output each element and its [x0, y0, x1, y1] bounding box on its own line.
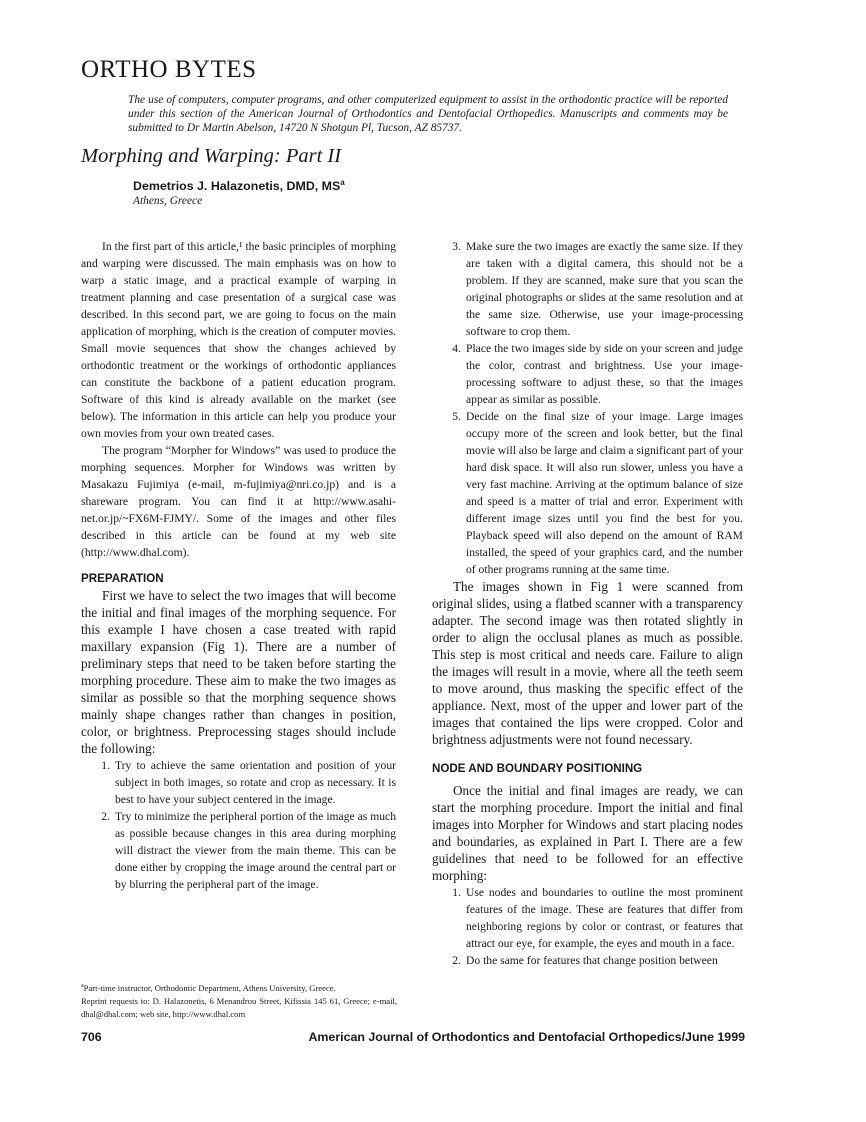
article-title: Morphing and Warping: Part II: [81, 145, 342, 167]
footnote-affiliation: [81, 980, 397, 995]
intro-paragraph-2: The program “Morpher for Windows” was used to produce the morphing sequences. Morpher for Windows was written by Masakazu Fujimiya (e-mail, m-fujimiya@nri.co.jp) and is a shareware program. You can find it at http://www.asahi-net.or.jp/~FX6M-FJMY/. Some of the images and other files described in this article can be found at my web site (http://www.dhal.com).: [81, 444, 396, 559]
list-number: 3.: [452, 240, 461, 253]
author-byline: [133, 178, 345, 193]
preparation-paragraph: First we have to select the two images that will become the initial and final images of the morphing sequence. For this example I have chosen a case treated with rapid maxillary expansion (Fig 1). There are a number of preliminary steps that need to be taken before starting the morphing procedure. These aim to make the two images as similar as possible so that the morphing sequence shows mainly shape changes rather than changes in position, color, or brightness. Preprocessing stages should include the following:: [81, 588, 396, 756]
footnote: [81, 980, 397, 1021]
right-column: [432, 238, 743, 969]
list-item: [432, 884, 743, 952]
list-number: 5.: [452, 410, 461, 423]
footnote-affiliation-text: Part-time instructor, Orthodontic Department, Athens University, Greece.: [83, 982, 336, 993]
section-intro: The use of computers, computer programs, and other computerized equipment to assist in the orthodontic practice will be reported under this section of the American Journal of Orthodontics and Dentofacial Orthopedics. Manuscripts and comments may be submitted to Dr Martin Abelson, 14720 N Shotgun Pl, Tucson, AZ 85737.: [128, 94, 728, 134]
list-text: Try to minimize the peripheral portion of the image as much as possible because changes in this area during morphing will distract the viewer from the main theme. This can be done either by cropping the image around the central part or by blurring the peripheral part of the image.: [115, 810, 396, 891]
list-item: [81, 757, 396, 808]
list-text: Do the same for features that change position between: [466, 954, 718, 967]
list-text: Make sure the two images are exactly the same size. If they are taken with a digital camera, this should not be a problem. If they are scanned, make sure that you scan the original photographs or slides at the same resolution and at the same size. Otherwise, use your image-processing software to crop them.: [466, 240, 743, 338]
node-paragraph: Once the initial and final images are ready, we can start the morphing procedure. Import the initial and final images into Morpher for Windows and start placing nodes and boundaries, as explained in Part I. There are a few guidelines that need to be followed for an effective morphing:: [432, 783, 743, 883]
footnote-reprints: Reprint requests to: D. Halazonetis, 6 Menandrou Street, Kifissia 145 61, Greece; e-mail, dhal@dhal.com; web site, http://www.dhal.com: [81, 995, 397, 1019]
list-item: [432, 408, 743, 578]
journal-footer: American Journal of Orthodontics and Dentofacial Orthopedics/June 1999: [308, 1030, 745, 1044]
list-number: 2.: [452, 954, 461, 967]
list-item: [432, 340, 743, 408]
page-number: 706: [81, 1030, 102, 1044]
list-number: 1.: [101, 759, 110, 772]
list-item: [432, 238, 743, 340]
list-number: 2.: [101, 810, 110, 823]
list-item: [432, 952, 743, 969]
list-text: Place the two images side by side on your screen and judge the color, contrast and brightness. Use your image-processing software to adjust these, so that the images appear as similar as possible.: [466, 342, 743, 406]
list-text: Try to achieve the same orientation and position of your subject in both images, so rotate and crop as necessary. It is best to have your subject centered in the image.: [115, 759, 396, 806]
author-name: Demetrios J. Halazonetis, DMD, MS: [133, 179, 341, 194]
intro-paragraph-1: In the first part of this article,¹ the basic principles of morphing and warping were discussed. The main emphasis was on how to warp a static image, and a practical example of warping in treatment planning and case presentation of a surgical case was described. In this second part, we are going to focus on the main application of morphing, which is the creation of computer movies. Small movie sequences that show the changes achieved by orthodontic treatment or the workings of orthodontic appliances can constitute the backbone of a patient education program. Software of this kind is already available on the market (see below). The information in this article can help you produce your own movies from your own treated cases.: [81, 240, 396, 440]
images-paragraph: The images shown in Fig 1 were scanned from original slides, using a flatbed scanner with a transparency adapter. The second image was then rotated slightly in order to align the occlusal planes as much as possible. This step is most critical and needs care. Failure to align the images will result in a movie, where all the teeth seem to move around, thus masking the specific effect of the appliance. Next, most of the upper and lower part of the images that contained the lips were cropped. Color and brightness adjustments were not found necessary.: [432, 579, 743, 747]
node-boundary-heading: NODE AND BOUNDARY POSITIONING: [432, 762, 643, 775]
section-title: ORTHO BYTES: [81, 56, 257, 83]
list-text: Use nodes and boundaries to outline the most prominent features of the image. These are features that differ from neighboring regions by color or contrast, or features that attract our eye, for example, the eyes and mouth in a face.: [466, 886, 743, 950]
list-number: 1.: [452, 886, 461, 899]
author-affiliation-marker: a: [340, 178, 345, 187]
list-item: [81, 808, 396, 893]
left-column: [81, 238, 396, 893]
preparation-heading: PREPARATION: [81, 572, 164, 585]
list-number: 4.: [452, 342, 461, 355]
footnote-marker: a: [81, 983, 84, 989]
list-text: Decide on the final size of your image. Large images occupy more of the screen and look better, but the final movie will also be large and claim a significant part of your hard disk space. It will also run slower, unless you have a very fast machine. Arriving at the optimum balance of size and speed is a matter of trial and error. Experiment with different image sizes until you find the best for you. Playback speed will also depend on the amount of RAM installed, the speed of your graphics card, and the number of other programs running at the same time.: [466, 410, 743, 576]
author-location: Athens, Greece: [133, 195, 203, 207]
